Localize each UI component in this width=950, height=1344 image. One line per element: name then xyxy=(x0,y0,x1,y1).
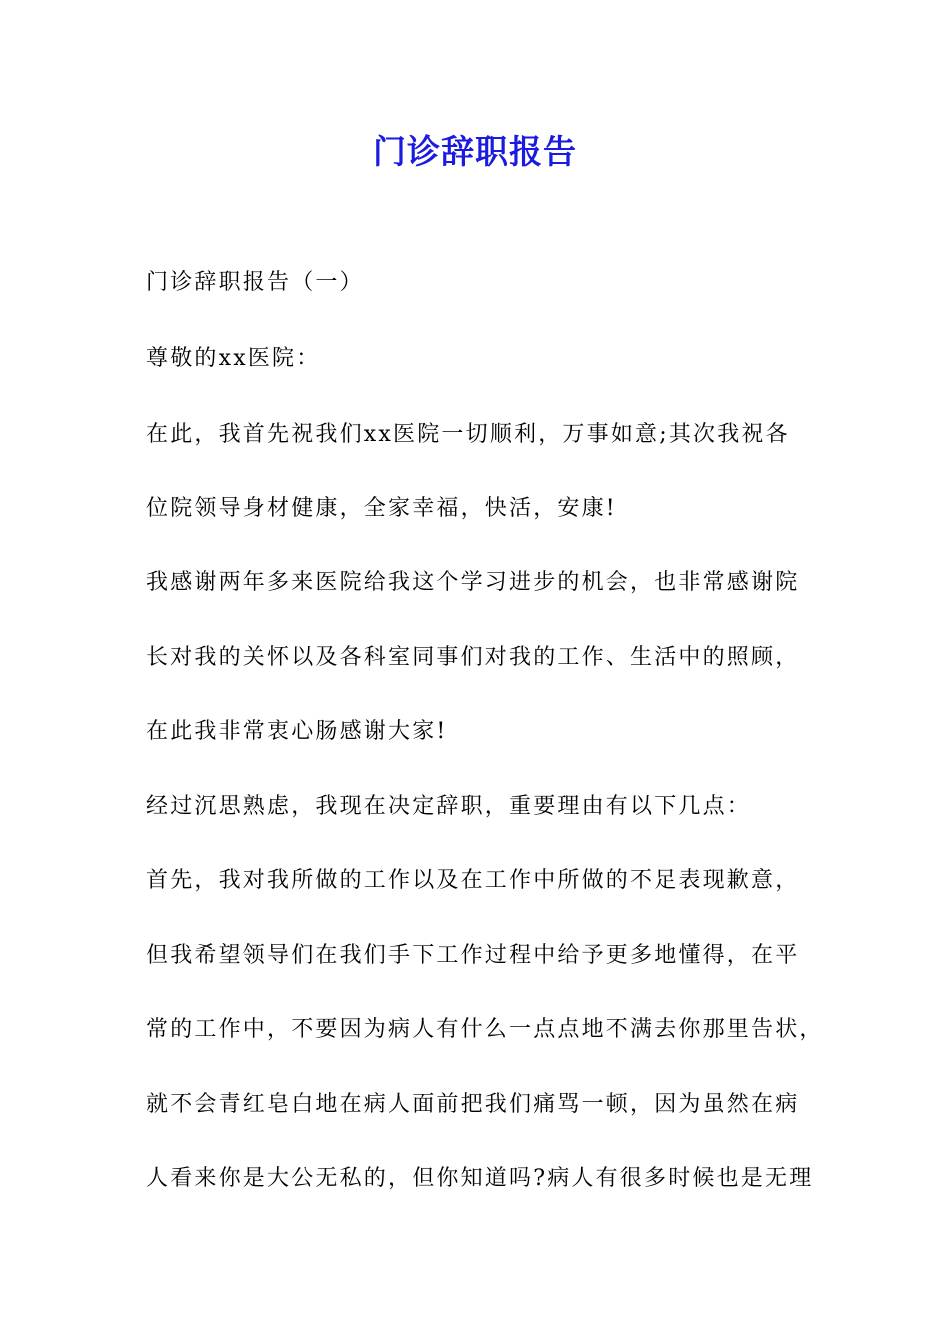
salutation: 尊敬的xx医院： xyxy=(146,346,321,371)
body-line: 位院领导身材健康，全家幸福，快活，安康! xyxy=(146,496,617,521)
body-line: 但我希望领导们在我们手下工作过程中给予更多地懂得，在平 xyxy=(146,943,800,968)
body-line: 在此，我首先祝我们xx医院一切顺利，万事如意;其次我祝各 xyxy=(146,422,790,447)
section-heading: 门诊辞职报告（一） xyxy=(146,270,364,295)
body-line: 首先，我对我所做的工作以及在工作中所做的不足表现歉意， xyxy=(146,868,800,893)
body-line: 长对我的关怀以及各科室同事们对我的工作、生活中的照顾， xyxy=(146,645,800,670)
body-line: 人看来你是大公无私的，但你知道吗?病人有很多时候也是无理 xyxy=(146,1166,814,1191)
document-title: 门诊辞职报告 xyxy=(373,132,577,171)
body-line: 常的工作中，不要因为病人有什么一点点地不满去你那里告状， xyxy=(146,1017,824,1042)
body-line: 经过沉思熟虑，我现在决定辞职，重要理由有以下几点： xyxy=(146,794,752,819)
body-line: 我感谢两年多来医院给我这个学习进步的机会，也非常感谢院 xyxy=(146,570,800,595)
body-line: 就不会青红皂白地在病人面前把我们痛骂一顿，因为虽然在病 xyxy=(146,1092,800,1117)
body-line: 在此我非常衷心肠感谢大家! xyxy=(146,719,448,744)
